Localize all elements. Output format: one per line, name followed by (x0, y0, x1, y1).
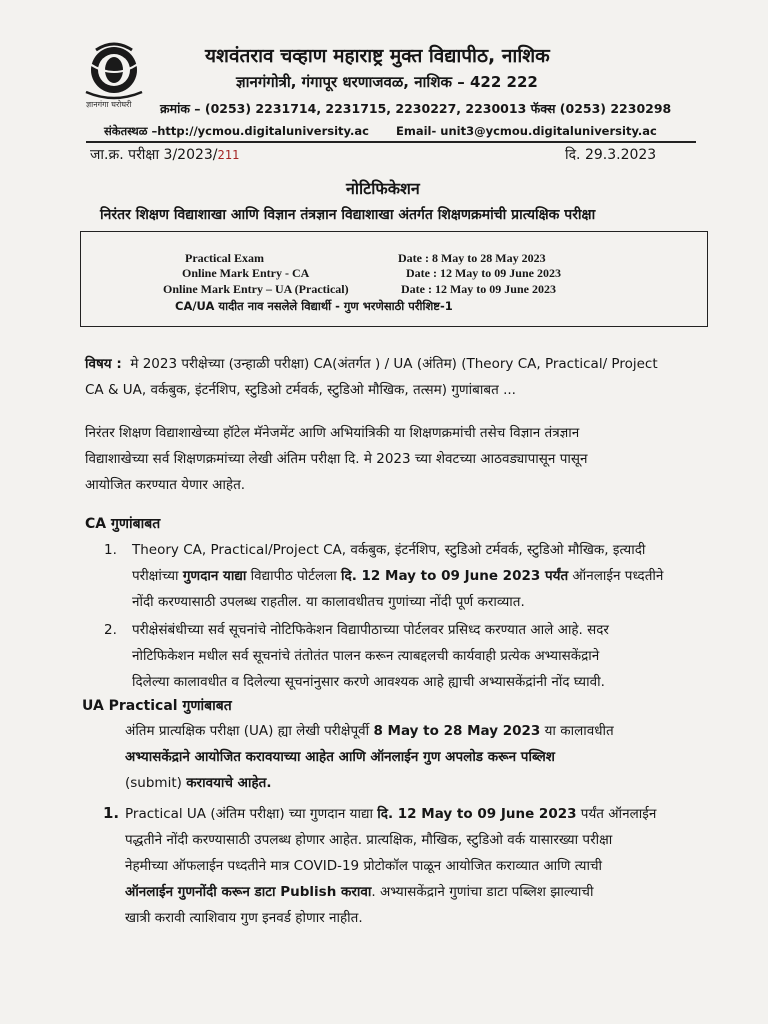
schedule-label: Practical Exam (185, 251, 264, 265)
schedule-date: Date : 12 May to 09 June 2023 (406, 266, 561, 280)
ua-intro-line-1: अंतिम प्रात्यक्षिक परीक्षा (UA) ह्या लेखी परीक्षेपूर्वी 8 May to 28 May 2023 या कालावधीत (125, 723, 614, 739)
ua-intro-line-2: अभ्यासकेंद्राने आयोजित करावयाच्या आहेत आणि ऑनलाईन गुण अपलोड करून पब्लिश (125, 749, 555, 765)
document-subtitle: निरंतर शिक्षण विद्याशाखा आणि विज्ञान तंत्रज्ञान विद्याशाखा अंतर्गत शिक्षणक्रमांची प्रात्यक्षिक परीक्षा (100, 207, 596, 223)
ca-item-1-line-3: नोंदी करण्यासाठी उपलब्ध राहतील. या कालावधीतच गुणांच्या नोंदी पूर्ण कराव्यात. (132, 594, 525, 610)
subject-line-1: विषय : मे 2023 परीक्षेच्या (उन्हाळी परीक्षा) CA(अंतर्गत ) / UA (अंतिम) (Theory CA, Practical/ Project (85, 356, 658, 372)
ua-intro-line-3: (submit) करावयाचे आहेत. (125, 775, 272, 791)
ca-item-1-number: 1. (104, 542, 117, 558)
ua-item-1-line-5: खात्री करावी त्याशिवाय गुण इनवर्ड होणार नाहीत. (125, 910, 363, 926)
intro-line-2: विद्याशाखेच्या सर्व शिक्षणक्रमांच्या लेखी अंतिम परीक्षा दि. मे 2023 च्या शेवटच्या आठवड्यापासून पासून (85, 451, 588, 467)
schedule-label: Online Mark Entry - CA (182, 266, 310, 280)
intro-line-1: निरंतर शिक्षण विद्याशाखेच्या हॉटेल मॅनेजमेंट आणि अभियांत्रिकी या शिक्षणक्रमांची तसेच विज्ञान तंत्रज्ञान (85, 425, 580, 441)
handwritten-ref: 211 (217, 148, 240, 162)
institution-name: यशवंतराव चव्हाण महाराष्ट्र मुक्त विद्यापीठ, नाशिक (205, 45, 550, 67)
schedule-label: Online Mark Entry – UA (Practical) (163, 282, 349, 296)
ca-item-2-number: 2. (104, 622, 117, 638)
schedule-date: Date : 12 May to 09 June 2023 (401, 282, 556, 296)
ca-item-2-line-1: परीक्षेसंबंधीच्या सर्व सूचनांचे नोटिफिकेशन विद्यापीठाच्या पोर्टलवर प्रसिध्द करण्यात आले आहे. सदर (132, 622, 609, 638)
schedule-box (80, 231, 708, 327)
header-divider (86, 141, 696, 143)
ua-item-1-line-2: पद्धतीने नोंदी करण्यासाठी उपलब्ध होणार आहेत. प्रात्यक्षिक, मौखिक, स्टुडिओ वर्क यासारख्या परीक्षा (125, 832, 613, 848)
website-link[interactable]: संकेतस्थळ –http://ycmou.digitaluniversity.ac (104, 124, 369, 138)
ca-item-1-line-1: Theory CA, Practical/Project CA, वर्कबुक, इंटर्नशिप, स्टुडिओ टर्मवर्क, स्टुडिओ मौखिक, इत्यादी (132, 542, 646, 558)
subject-line-2: CA & UA, वर्कबुक, इंटर्नशिप, स्टुडिओ टर्मवर्क, स्टुडिओ मौखिक, तत्सम) गुणांबाबत ... (85, 382, 516, 398)
ua-item-1-line-3: नेहमीच्या ऑफलाईन पध्दतीने मात्र COVID-19 प्रोटोकॉल पाळून आयोजित कराव्यात आणि त्याची (125, 858, 603, 874)
ca-section-heading: CA गुणांबाबत (85, 516, 161, 532)
notification-title: नोटिफिकेशन (346, 179, 420, 198)
document-date: दि. 29.3.2023 (565, 147, 657, 163)
ua-item-1-number: 1. (103, 804, 120, 822)
ca-item-2-line-3: दिलेल्या कालावधीत व दिलेल्या सूचनांनुसार करणे आवश्यक आहे ह्याची अभ्यासकेंद्रांनी नोंद घ्यावी. (132, 674, 605, 690)
intro-line-3: आयोजित करण्यात येणार आहेत. (85, 477, 246, 493)
schedule-footer: CA/UA यादीत नाव नसलेले विद्यार्थी - गुण भरणेसाठी परीशिष्ट-1 (175, 299, 453, 313)
contact-phone: क्रमांक – (0253) 2231714, 2231715, 2230227, 2230013 फॅक्स (0253) 2230298 (160, 101, 672, 116)
schedule-date: Date : 8 May to 28 May 2023 (398, 251, 546, 265)
ca-item-1-line-2: परीक्षांच्या गुणदान याद्या विद्यापीठ पोर्टलला दि. 12 May to 09 June 2023 पर्यंत ऑनलाईन पध्दतीने (132, 568, 664, 584)
logo-caption: ज्ञानगंगा घरोघरी (86, 100, 132, 109)
university-logo (76, 40, 152, 108)
ua-item-1-line-1: Practical UA (अंतिम परीक्षा) च्या गुणदान याद्या दि. 12 May to 09 June 2023 पर्यंत ऑनलाईन (125, 806, 657, 822)
email-link[interactable]: Email- unit3@ycmou.digitaluniversity.ac (396, 124, 657, 138)
institution-address: ज्ञानगंगोत्री, गंगापूर धरणाजवळ, नाशिक – 422 222 (236, 73, 538, 91)
reference-number: जा.क्र. परीक्षा 3/2023/211 (90, 147, 240, 163)
subject-label: विषय : (85, 356, 122, 372)
ua-section-heading: UA Practical गुणांबाबत (82, 698, 232, 714)
ua-item-1-line-4: ऑनलाईन गुणनोंदी करून डाटा Publish करावा. अभ्यासकेंद्राने गुणांचा डाटा पब्लिश झाल्याची (125, 884, 594, 900)
ca-item-2-line-2: नोटिफिकेशन मधील सर्व सूचनांचे तंतोतंत पालन करून त्याबद्दलची कार्यवाही प्रत्येक अभ्यासकेंद्राने (132, 648, 600, 664)
